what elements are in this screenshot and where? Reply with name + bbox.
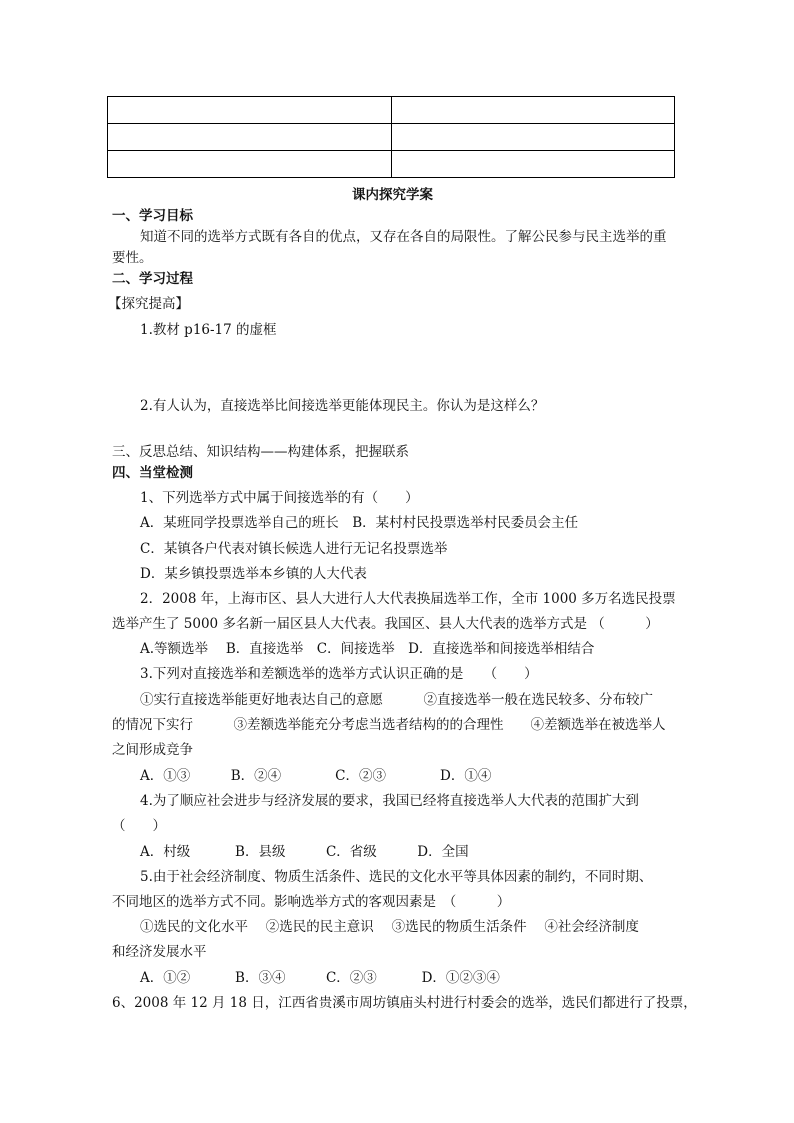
q3-stem: 3.下列对直接选举和差额选举的选举方式认识正确的是 （ ） bbox=[140, 666, 538, 682]
q5-statement-line-2: 和经济发展水平 bbox=[112, 944, 207, 960]
goal-text-line-1: 知道不同的选举方式既有各自的优点，又存在各自的局限性。了解公民参与民主选举的重 bbox=[140, 229, 667, 245]
q1-option-c: C．某镇各户代表对镇长候选人进行无记名投票选举 bbox=[140, 541, 448, 557]
table-cell bbox=[108, 151, 392, 178]
goal-text-line-2: 要性。 bbox=[112, 250, 153, 266]
table-cell bbox=[108, 124, 392, 151]
q5-line-1: 5.由于社会经济制度、物质生活条件、选民的文化水平等具体因素的制约，不同时期、 bbox=[140, 869, 653, 885]
table-row bbox=[108, 97, 675, 124]
blank-table bbox=[107, 96, 675, 178]
table-cell bbox=[391, 124, 675, 151]
q2-line-1: 2．2008 年，上海市区、县人大进行人大代表换届选举工作，全市 1000 多万名选民投票 bbox=[140, 591, 676, 607]
q4-options: A．村级 B．县级 C．省级 D．全国 bbox=[140, 844, 469, 860]
section-2-subheading: 【探究提高】 bbox=[108, 296, 189, 312]
q3-statement-line-3: 之间形成竞争 bbox=[112, 742, 193, 758]
q5-statement-line-1: ①选民的文化水平 ②选民的民主意识 ③选民的物质生活条件 ④社会经济制度 bbox=[140, 919, 639, 935]
q1-options-ab: A．某班同学投票选举自己的班长 B．某村村民投票选举村民委员会主任 bbox=[140, 515, 579, 531]
q3-options: A．①③ B．②④ C．②③ D．①④ bbox=[140, 768, 492, 784]
q4-line-1: 4.为了顺应社会进步与经济发展的要求，我国已经将直接选举人大代表的范围扩大到 bbox=[140, 793, 639, 809]
section-2-heading: 二、学习过程 bbox=[112, 271, 193, 287]
table-row bbox=[108, 151, 675, 178]
q3-statement-line-2: 的情况下实行 ③差额选举能充分考虑当选者结构的的合理性 ④差额选举在被选举人 bbox=[112, 717, 666, 733]
explore-item-1: 1.教材 p16-17 的虚框 bbox=[140, 322, 277, 338]
q2-line-2: 选举产生了 5000 多名新一届区县人大代表。我国区、县人大代表的选举方式是 （ ） bbox=[112, 616, 659, 632]
page-title: 课内探究学案 bbox=[352, 187, 433, 203]
q1-stem: 1、下列选举方式中属于间接选举的有（ ） bbox=[140, 490, 419, 506]
section-4-heading: 四、当堂检测 bbox=[112, 465, 193, 481]
q5-line-2: 不同地区的选举方式不同。影响选举方式的客观因素是 （ ） bbox=[112, 894, 511, 910]
table-cell bbox=[391, 97, 675, 124]
section-3-heading: 三、反思总结、知识结构——构建体系，把握联系 bbox=[112, 444, 409, 460]
q2-options: A.等额选举 B．直接选举 C．间接选举 D．直接选举和间接选举相结合 bbox=[140, 641, 595, 657]
q4-line-2: （ ） bbox=[112, 818, 166, 834]
explore-item-2: 2.有人认为，直接选举比间接选举更能体现民主。你认为是这样么？ bbox=[140, 398, 545, 414]
table-cell bbox=[108, 97, 392, 124]
q3-statement-line-1: ①实行直接选举能更好地表达自己的意愿 ②直接选举一般在选民较多、分布较广 bbox=[140, 692, 653, 708]
table-cell bbox=[391, 151, 675, 178]
section-1-heading: 一、学习目标 bbox=[112, 208, 193, 224]
table-row bbox=[108, 124, 675, 151]
q5-options: A．①② B．③④ C．②③ D．①②③④ bbox=[140, 970, 500, 986]
q1-option-d: D．某乡镇投票选举本乡镇的人大代表 bbox=[140, 566, 367, 582]
q6-line-1: 6、2008 年 12 月 18 日，江西省贵溪市周坊镇庙头村进行村委会的选举，选民们都进行了投票， bbox=[112, 995, 697, 1011]
